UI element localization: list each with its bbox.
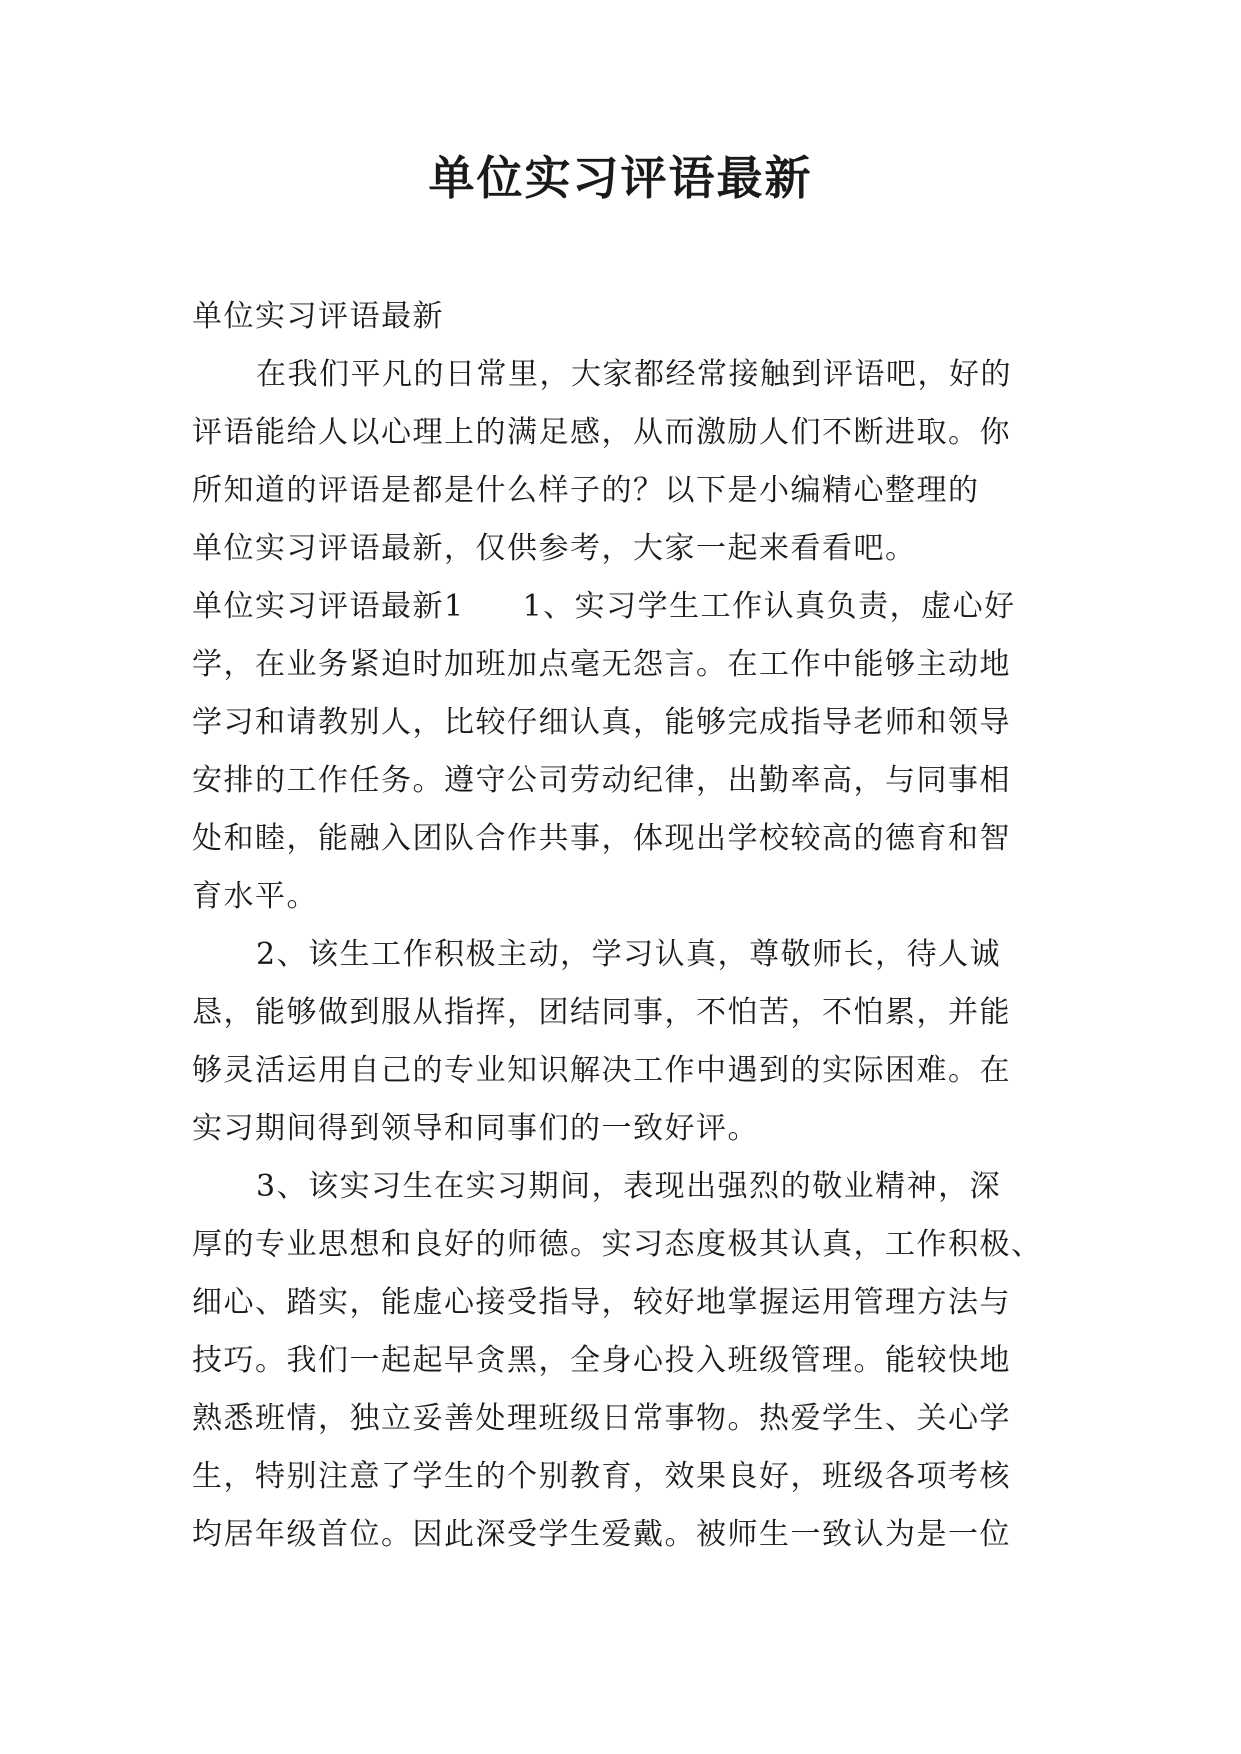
intro-line-1: 在我们平凡的日常里，大家都经常接触到评语吧，好的 bbox=[256, 357, 1012, 392]
item-2-line-1: 2、该生工作积极主动，学习认真，尊敬师长，待人诚 bbox=[256, 937, 1002, 972]
intro-line-2: 评语能给人以心理上的满足感，从而激励人们不断进取。你 bbox=[192, 415, 1011, 450]
item-3-line-1: 3、该实习生在实习期间，表现出强烈的敬业精神，深 bbox=[256, 1169, 1002, 1204]
item-3-line-4: 技巧。我们一起起早贪黑，全身心投入班级管理。能较快地 bbox=[192, 1343, 1011, 1378]
item-3-line-6: 生，特别注意了学生的个别教育，效果良好，班级各项考核 bbox=[192, 1459, 1011, 1494]
document-title: 单位实习评语最新 bbox=[428, 151, 813, 205]
document-body bbox=[192, 288, 1050, 1564]
item-2-line-4: 实习期间得到领导和同事们的一致好评。 bbox=[192, 1111, 759, 1146]
item-1-line-2: 学，在业务紧迫时加班加点毫无怨言。在工作中能够主动地 bbox=[192, 647, 1011, 682]
item-1-line-6: 育水平。 bbox=[192, 879, 318, 914]
subtitle-line: 单位实习评语最新 bbox=[192, 299, 444, 334]
section-heading: 单位实习评语最新1 bbox=[192, 589, 465, 624]
item-1-line-4: 安排的工作任务。遵守公司劳动纪律，出勤率高，与同事相 bbox=[192, 763, 1011, 798]
item-1-line-1: 1、实习学生工作认真负责，虚心好 bbox=[522, 589, 1016, 624]
item-3-line-3: 细心、踏实，能虚心接受指导，较好地掌握运用管理方法与 bbox=[192, 1285, 1011, 1320]
intro-line-4: 单位实习评语最新，仅供参考，大家一起来看看吧。 bbox=[192, 531, 917, 566]
item-3-line-7: 均居年级首位。因此深受学生爱戴。被师生一致认为是一位 bbox=[192, 1517, 1011, 1552]
item-1-line-5: 处和睦，能融入团队合作共事，体现出学校较高的德育和智 bbox=[192, 821, 1011, 856]
intro-line-3: 所知道的评语是都是什么样子的？以下是小编精心整理的 bbox=[192, 473, 980, 508]
section-heading-line bbox=[192, 578, 1050, 636]
item-3-line-2: 厚的专业思想和良好的师德。实习态度极其认真，工作积极、 bbox=[192, 1227, 1043, 1262]
item-3-line-5: 熟悉班情，独立妥善处理班级日常事物。热爱学生、关心学 bbox=[192, 1401, 1011, 1436]
item-1-line-3: 学习和请教别人，比较仔细认真，能够完成指导老师和领导 bbox=[192, 705, 1011, 740]
item-2-line-3: 够灵活运用自己的专业知识解决工作中遇到的实际困难。在 bbox=[192, 1053, 1011, 1088]
item-2-line-2: 恳，能够做到服从指挥，团结同事，不怕苦，不怕累，并能 bbox=[192, 995, 1011, 1030]
